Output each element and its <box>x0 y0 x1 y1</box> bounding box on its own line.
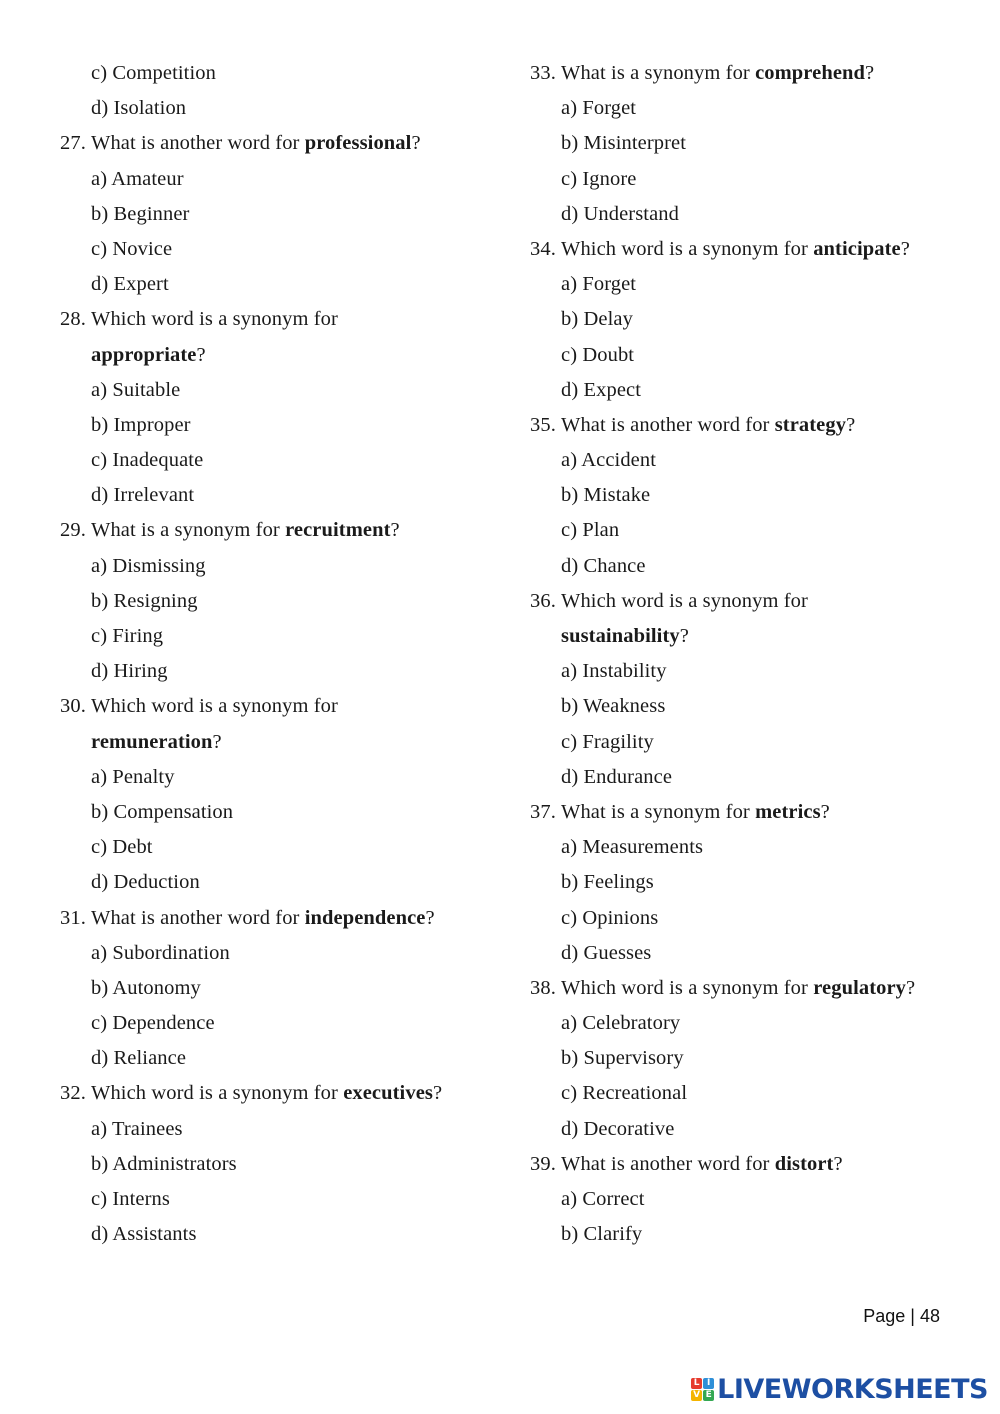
question-suffix: ? <box>900 237 910 260</box>
question-number: 32. <box>60 1082 86 1105</box>
answer-option: a) Forget <box>561 273 637 296</box>
question-text <box>91 1076 442 1111</box>
answer-option: d) Isolation <box>91 97 187 120</box>
answer-option: a) Trainees <box>91 1117 183 1140</box>
question-prefix: What is a synonym for <box>561 62 756 84</box>
answer-option: a) Suitable <box>91 378 181 401</box>
question-keyword: recruitment <box>285 519 391 542</box>
logo-text: LIVEWORKSHEETS <box>717 1373 988 1405</box>
answer-option: c) Doubt <box>561 343 635 366</box>
question-text <box>91 126 421 161</box>
question-prefix: Which word is a synonym for <box>91 1082 344 1105</box>
question-text <box>561 971 915 1006</box>
logo-icon-letter: I <box>703 1378 714 1389</box>
question-text <box>561 56 874 91</box>
question-text <box>561 795 830 830</box>
question-line <box>60 1076 490 1111</box>
answer-option: a) Instability <box>561 660 667 683</box>
answer-option: c) Fragility <box>561 730 654 753</box>
answer-option: d) Guesses <box>561 941 652 964</box>
question-suffix: ? <box>425 906 435 929</box>
question-suffix: ? <box>212 730 222 753</box>
answer-option: c) Opinions <box>561 906 659 929</box>
question-suffix: ? <box>833 1152 843 1175</box>
question-prefix: Which word is a synonym for <box>561 976 814 999</box>
answer-option: a) Amateur <box>91 167 184 190</box>
answer-option: d) Decorative <box>561 1117 675 1140</box>
question-suffix: ? <box>846 413 856 436</box>
answer-option: b) Administrators <box>91 1152 237 1175</box>
question-line <box>530 584 960 619</box>
question-text <box>561 408 855 443</box>
question-keyword: comprehend <box>755 62 866 84</box>
answer-option: c) Competition <box>91 62 216 84</box>
question-line <box>530 408 960 443</box>
question-number: 36. <box>530 589 556 612</box>
question-prefix: What is another word for <box>91 132 305 155</box>
answer-option: d) Endurance <box>561 765 673 788</box>
question-number: 37. <box>530 800 556 823</box>
question-keyword: appropriate <box>91 343 197 366</box>
answer-option: a) Correct <box>561 1188 645 1210</box>
question-prefix: Which word is a synonym for <box>561 237 814 260</box>
answer-option: d) Irrelevant <box>91 484 195 507</box>
question-continuation <box>60 725 490 760</box>
answer-option: c) Interns <box>91 1188 170 1210</box>
question-suffix: ? <box>432 1082 443 1105</box>
question-line <box>530 56 960 91</box>
question-keyword: executives <box>343 1082 433 1105</box>
logo-icon-letter: L <box>691 1378 702 1389</box>
answer-option: b) Improper <box>91 413 191 436</box>
answer-option: a) Penalty <box>91 765 175 788</box>
question-prefix: What is another word for <box>561 1152 775 1175</box>
question-number: 31. <box>60 906 86 929</box>
answer-option: d) Expert <box>91 273 169 296</box>
answer-option: a) Dismissing <box>91 554 206 577</box>
answer-option: b) Autonomy <box>91 976 201 999</box>
answer-option: c) Firing <box>91 625 164 647</box>
question-keyword: anticipate <box>813 237 901 260</box>
question-keyword: regulatory <box>813 976 907 999</box>
question-line <box>60 901 490 936</box>
logo-icon-letter: V <box>691 1390 702 1401</box>
question-prefix: What is a synonym for <box>561 800 756 823</box>
question-number: 30. <box>60 695 86 718</box>
question-line <box>60 513 490 548</box>
question-number: 38. <box>530 976 556 999</box>
answer-option: d) Understand <box>561 202 680 225</box>
question-suffix: ? <box>679 625 689 647</box>
question-prefix: Which word is a synonym for <box>561 589 808 612</box>
answer-option: d) Chance <box>561 554 646 577</box>
question-prefix: Which word is a synonym for <box>91 695 338 718</box>
answer-option: d) Deduction <box>91 871 200 894</box>
question-number: 34. <box>530 237 556 260</box>
liveworksheets-logo-icon <box>691 1378 714 1401</box>
question-prefix: What is a synonym for <box>91 519 286 542</box>
answer-option: b) Misinterpret <box>561 132 687 155</box>
question-suffix: ? <box>906 976 916 999</box>
question-number: 27. <box>60 132 86 155</box>
answer-option: a) Celebratory <box>561 1012 681 1035</box>
answer-option: b) Beginner <box>91 202 190 225</box>
question-text <box>91 513 400 548</box>
question-keyword: strategy <box>774 413 847 436</box>
answer-option: d) Expect <box>561 378 642 401</box>
question-suffix: ? <box>411 132 421 155</box>
question-keyword: sustainability <box>561 625 680 647</box>
question-suffix: ? <box>820 800 830 823</box>
right-column <box>530 56 960 1252</box>
question-suffix: ? <box>390 519 400 542</box>
question-suffix: ? <box>865 62 875 84</box>
question-line <box>60 302 490 337</box>
answer-option: d) Hiring <box>91 660 168 683</box>
answer-option: c) Novice <box>91 237 173 260</box>
answer-option: b) Feelings <box>561 871 654 894</box>
answer-option: a) Forget <box>561 97 637 120</box>
answer-option: c) Ignore <box>561 167 637 190</box>
answer-option: c) Inadequate <box>91 449 204 472</box>
question-line <box>530 971 960 1006</box>
question-prefix: What is another word for <box>91 906 305 929</box>
logo-icon-letter: E <box>703 1390 714 1401</box>
question-number: 39. <box>530 1152 556 1175</box>
question-keyword: distort <box>774 1152 834 1175</box>
answer-option: c) Debt <box>91 836 153 859</box>
left-column <box>60 56 490 1252</box>
question-continuation <box>60 338 490 373</box>
question-text <box>91 689 338 724</box>
question-text <box>561 232 910 267</box>
question-keyword: remuneration <box>91 730 213 753</box>
answer-option: b) Mistake <box>561 484 651 507</box>
answer-option: a) Subordination <box>91 941 230 964</box>
question-line <box>530 795 960 830</box>
question-line <box>530 232 960 267</box>
answer-option: c) Recreational <box>561 1082 688 1105</box>
page-number: Page | 48 <box>863 1306 940 1326</box>
answer-option: b) Resigning <box>91 589 198 612</box>
question-keyword: metrics <box>755 800 821 823</box>
question-line <box>60 126 490 161</box>
answer-option: c) Dependence <box>91 1012 215 1035</box>
question-number: 35. <box>530 413 556 436</box>
answer-option: b) Supervisory <box>561 1047 684 1070</box>
answer-option: a) Accident <box>561 449 657 472</box>
answer-option: b) Weakness <box>561 695 666 718</box>
question-keyword: independence <box>304 906 426 929</box>
question-text <box>561 584 808 619</box>
question-line <box>60 689 490 724</box>
question-number: 28. <box>60 308 86 331</box>
question-line <box>530 1147 960 1182</box>
answer-option: b) Compensation <box>91 800 234 823</box>
question-suffix: ? <box>196 343 206 366</box>
question-text <box>561 1147 843 1182</box>
answer-option: b) Clarify <box>561 1223 643 1246</box>
answer-option: c) Plan <box>561 519 620 542</box>
answer-option: d) Reliance <box>91 1047 187 1070</box>
question-text <box>91 901 435 936</box>
question-continuation <box>530 619 960 654</box>
liveworksheets-logo <box>691 1372 988 1406</box>
question-number: 33. <box>530 62 556 84</box>
answer-option: d) Assistants <box>91 1223 197 1246</box>
question-prefix: Which word is a synonym for <box>91 308 338 331</box>
answer-option: b) Delay <box>561 308 633 331</box>
question-prefix: What is another word for <box>561 413 775 436</box>
question-text <box>91 302 338 337</box>
question-number: 29. <box>60 519 86 542</box>
answer-option: a) Measurements <box>561 836 704 859</box>
question-keyword: professional <box>304 132 412 155</box>
